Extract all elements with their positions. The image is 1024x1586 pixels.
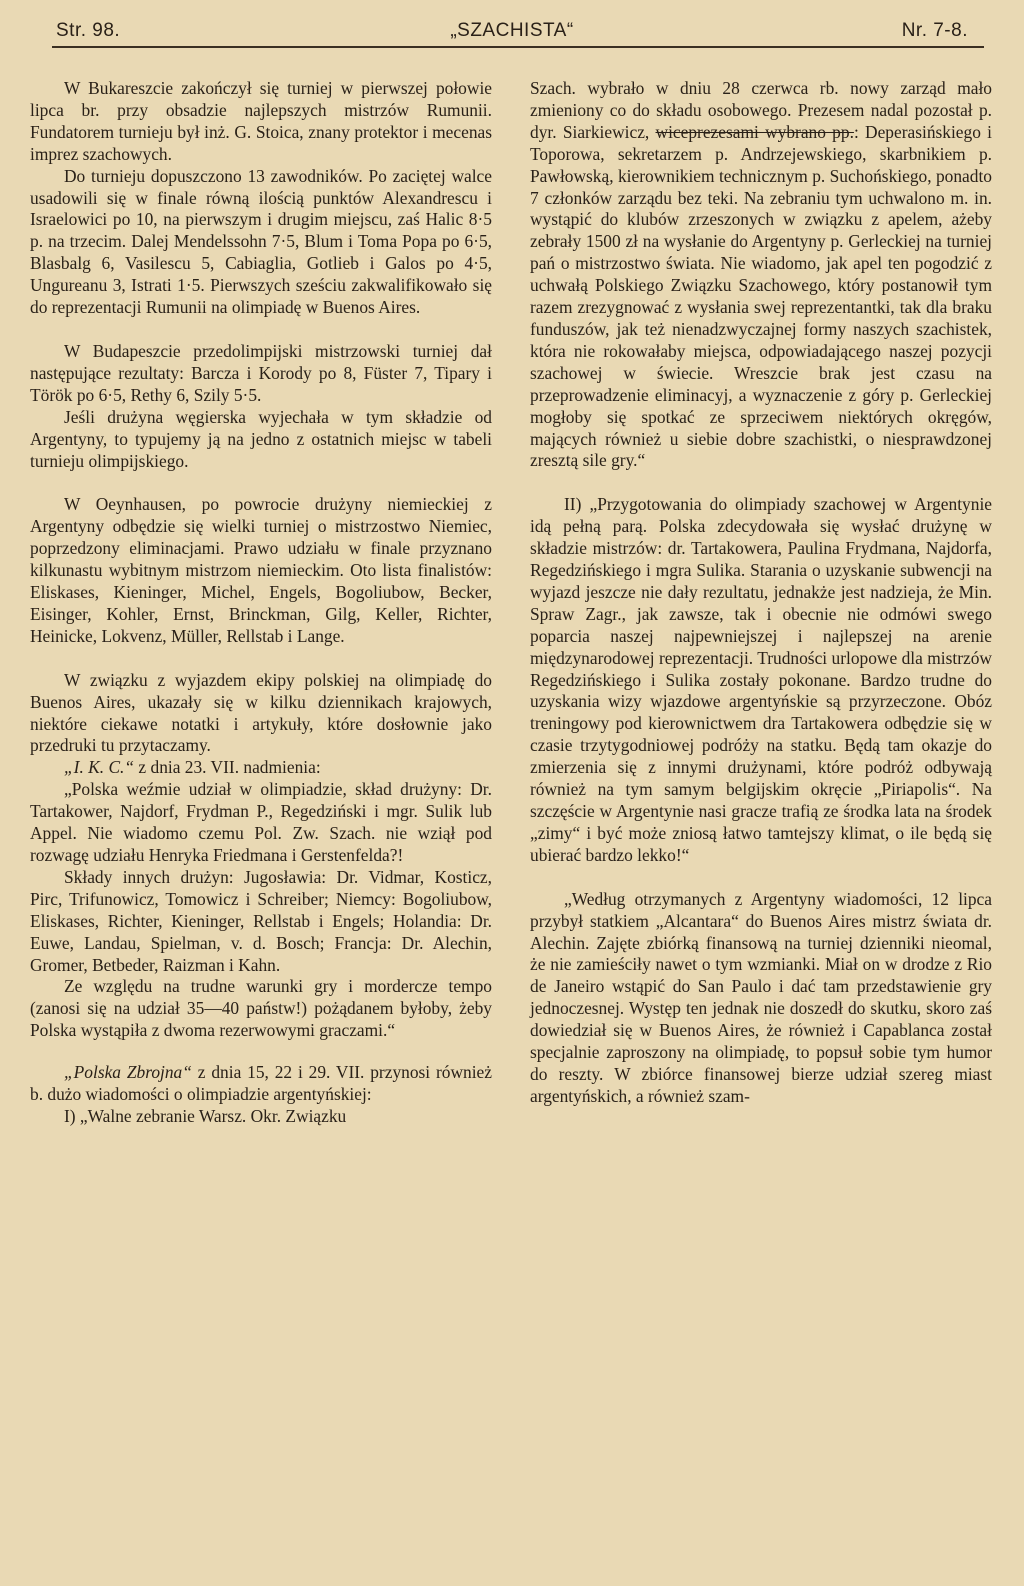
journal-title: „SZACHISTA“ bbox=[450, 20, 574, 41]
budapest-paragraph: W Budapeszcie przedolimpijski mistrzowski turniej dał następujące rezultaty: Barcza i Korody po 8, Füster 7, Tipary i Török po 6·5, Rethy 6, Szily 5·5. bbox=[30, 340, 492, 405]
hungary-team-paragraph: Jeśli drużyna węgierska wyjechała w tym składzie od Argentyny, to typujemy ją na jedno z ostatnich miejsc w tabeli turnieju olimpijskiego. bbox=[30, 406, 492, 471]
header-rule bbox=[52, 46, 984, 48]
walne-zebranie-paragraph: I) „Walne zebranie Warsz. Okr. Związku bbox=[64, 1105, 347, 1126]
other-teams-paragraph: Składy innych drużyn: Jugosławia: Dr. Vidmar, Kosticz, Pirc, Trifunowicz, Tomowicz i Schreiber; Niemcy: Bogoliubow, Eliskases, Richter, Kieninger, Rellstab i Engels; Holandia: Dr. Euwe, Landau, Spielman, v. d. Bosch; Francja: Dr. Alechin, Gromer, Betbeder, Raizman i Kahn. bbox=[30, 866, 492, 975]
board-election-paragraph: Szach. wybrało w dniu 28 czerwca rb. nowy zarząd mało zmieniony co do składu osobowego. Prezesem nadal pozostał p. dyr. Siarkiewicz, wiceprezesami wybrano pp.: Deperasińskiego i Toporowa, sekretarzem p. Andrzejewskiego, skarbnikiem p. Pawłowską, kierownikiem technicznym p. Suchońskiego, ponadto 7 członków zarządu bez teki. Na zebraniu tym uchwalono m. in. wystąpić do klubów zrzeszonych w związku z apelem, ażeby zebrały 1500 zł na wysłanie do Argentyny p. Gerleckiej na turniej pań o mistrzostwo świata. Nie wiadomo, jak apel ten pogodzić z uchwałą Polskiego Związku Szachowego, który postanowił tym razem zrezygnować z wysłania swej reprezentantki, tak dla braku funduszów, jak też nienadzwyczajnej formy naszych szachistek, która nie rokowałaby miejsca, odpowiadającego naszej pozycji szachowej w świecie. Wreszcie brak jest czasu na przeprowadzenie eliminacyj, a wyznaczenie z góry p. Gerleckiej mogłoby się spotkać ze sprzeciwem niektórych okręgów, mających również u siebie dobre szachistki, o niesprawdzonej zresztą sile gry.“ bbox=[530, 78, 993, 471]
issue-number: Nr. 7-8. bbox=[901, 20, 968, 41]
right-column bbox=[530, 78, 992, 1108]
page-number: Str. 98. bbox=[56, 20, 121, 41]
bucharest-paragraph: W Bukareszcie zakończył się turniej w pierwszej połowie lipca br. przy obsadzie najlepszych mistrzów Rumunii. Fundatorem turnieju był inż. G. Stoica, znany protektor i mecenas imprez szachowych. bbox=[30, 78, 492, 164]
oeynhausen-paragraph: W Oeynhausen, po powrocie drużyny niemieckiej z Argentyny odbędzie się wielki turniej o mistrzostwo Niemiec, poprzedzony eliminacjami. Prawo udziału w finale przyznano kilkunastu wybitnym mistrzom niemieckim. Oto lista finalistów: Eliskases, Kieninger, Michel, Engels, Bogoliubow, Becker, Eisinger, Kohler, Ernst, Brinckman, Gilg, Keller, Richter, Heinicke, Lokvenz, Müller, Rellstab i Lange. bbox=[30, 494, 492, 646]
olympiad-preparations-paragraph: II) „Przygotowania do olimpiady szachowej w Argentynie idą pełną parą. Polska zdecydowała się wysłać drużynę w składzie mistrzów: dr. Tartakowera, Paulina Frydmana, Najdorfa, Regedzińskiego i mgra Sulika. Starania o uzyskanie subwencji na wyjazd jeszcze nie dały rezultatu, jednakże jest nadzieja, że Min. Spraw Zagr., jak zawsze, tak i obecnie nie odmówi swego poparcia naszej najpewniejszej i najlepszej na arenie międzynarodowej reprezentacji. Trudności urlopowe dla mistrzów Regedzińskiego i Sulika zostały pokonane. Bardzo trudne do uzyskania wizy wjazdowe argentyńskie są przyrzeczone. Obóz treningowy pod kierownictwem dra Tartakowera odbędzie się w czasie trzytygodniowej podróży na statku. Będą tam okazje do zmierzenia się z innymi drużynami, które podróż odbywają również na tym samym belgijskim okręcie „Piriapolis“. Na szczęście w Argentynie nasi gracze trafią ze środka lata na środek „zimy“ i być może zniosą łatwo tamtejszy klimat, o ile będą się ubierać bardzo lekko!“ bbox=[530, 494, 992, 865]
bucharest-results-paragraph: Do turnieju dopuszczono 13 zawodników. Po zaciętej walce usadowili się w finale równą ilością punktów Alexandrescu i Israelowici po 10, na pierwszym i drugim miejscu, zaś Halic 8·5 p. na trzecim. Dalej Mendelssohn 7·5, Blum i Toma Popa po 6·5, Blasbalg 6, Vasilescu 5, Cabiaglia, Gotlieb i Galos po 4·5, Ungureanu 3, Istrati 1·5. Pierwszych sześciu zakwalifikowało się do reprezentacji Rumunii na olimpiadę w Buenos Aires. bbox=[30, 165, 492, 318]
polska-zbrojna-source: „Polska Zbrojna“ bbox=[64, 1062, 192, 1083]
left-column bbox=[30, 78, 492, 1128]
reserve-players-paragraph: Ze względu na trudne warunki gry i mordercze tempo (zanosi się na udział 35—40 państw!) pożądanem byłoby, żeby Polska wystąpiła z dwoma rezerwowymi graczami.“ bbox=[30, 976, 492, 1041]
polska-zbrojna-intro-paragraph bbox=[30, 1062, 492, 1106]
polska-zbrojna-dates: z dnia 15, 22 i 29. VII. przynosi również b. dużo wiadomości o olimpiadzie argentyńskiej: bbox=[30, 1062, 492, 1105]
page-header bbox=[52, 18, 972, 46]
struck-text: wiceprezesami wybrano pp. bbox=[655, 121, 854, 142]
alechin-arrival-paragraph: „Według otrzymanych z Argentyny wiadomości, 12 lipca przybył statkiem „Alcantara“ do Buenos Aires mistrz świata dr. Alechin. Zajęte zbiórką finansową na turniej dzienniki nieomal, że nie zamieściły nawet o tym wzmianki. Miał on w drodze z Rio de Janeiro wstąpić do San Paulo i dać tam przedstawienie gry jednoczesnej. Występ ten jednak nie doszedł do skutku, skoro zaś dowiedział się w Buenos Aires, że również i Capablanca został specjalnie zaproszony na olimpiadę, to popsuł sobie tym humor do reszty. W zbiórce finansowej bierze udział szereg miast argentyńskich, a również szam- bbox=[530, 888, 992, 1106]
polish-team-press-paragraph: W związku z wyjazdem ekipy polskiej na olimpiadę do Buenos Aires, ukazały się w kilku dziennikach krajowych, niektóre ciekawe notatki i artykuły, które dosłownie jako przedruki tu przytaczamy. bbox=[30, 669, 492, 756]
ikc-quote-paragraph: „Polska weźmie udział w olimpiadzie, skład drużyny: Dr. Tartakower, Najdorf, Frydman P., Regedziński i mgr. Sulik lub Appel. Nie wiadomo czemu Pol. Zw. Szach. nie wziął pod rozwagę udziału Henryka Friedmana i Gerstenfelda?! bbox=[30, 779, 492, 865]
ikc-date: z dnia 23. VII. nadmienia: bbox=[134, 757, 321, 778]
ikc-source: „I. K. C.“ bbox=[64, 757, 135, 778]
ikc-intro-paragraph bbox=[30, 757, 492, 779]
